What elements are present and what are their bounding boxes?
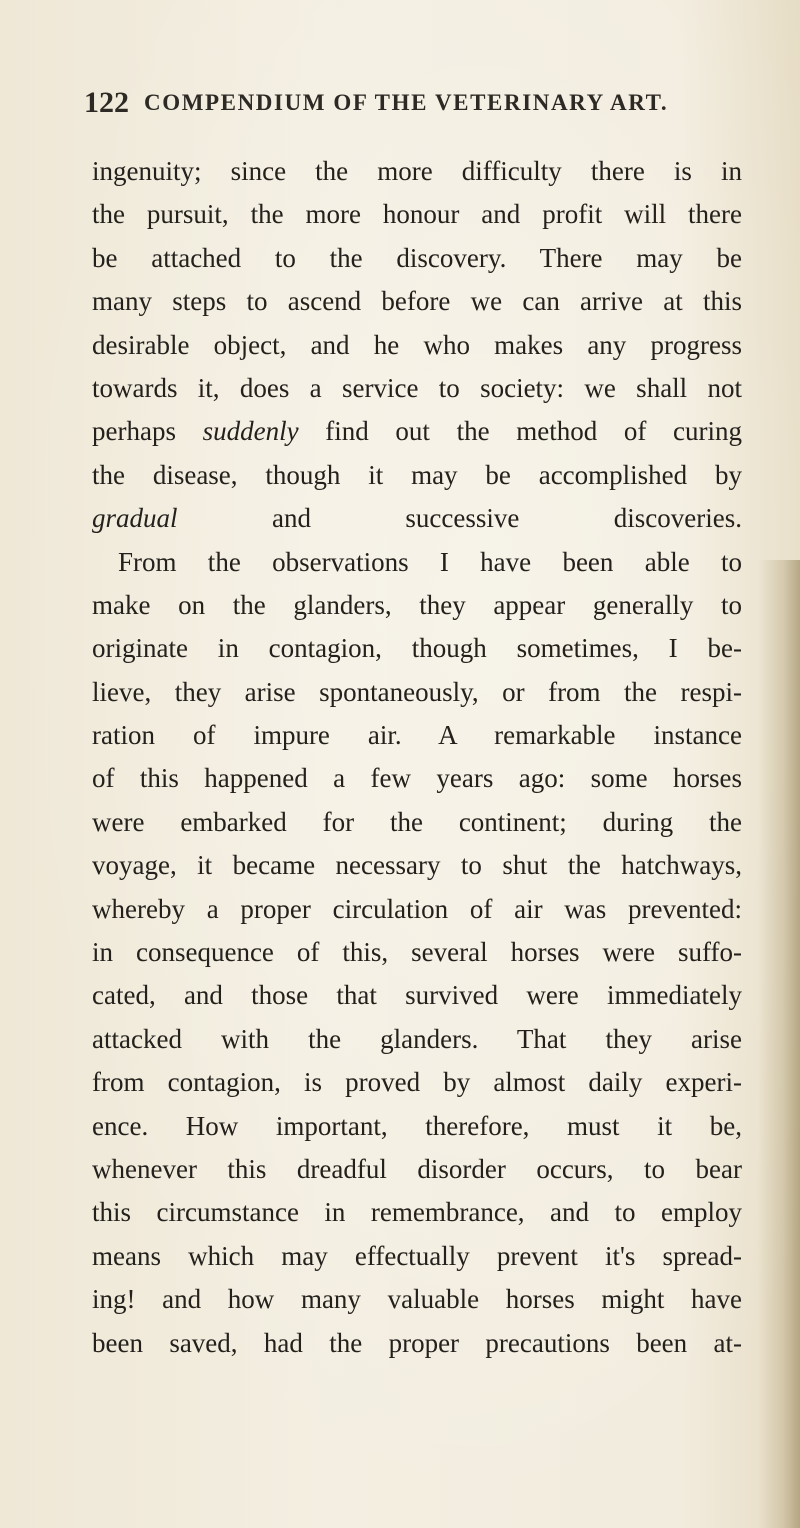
text-line: ing! and how many valuable horses might have [92, 1284, 742, 1315]
text-line: be attached to the discovery. There may be [92, 242, 742, 273]
text-line: voyage, it became necessary to shut the hatchways, [92, 850, 742, 881]
text-line: many steps to ascend before we can arrive at this [92, 286, 742, 317]
text-segment: and successive discoveries. [177, 503, 742, 534]
text-line: whereby a proper circulation of air was prevented: [92, 893, 742, 924]
text-line: ration of impure air. A remarkable instance [92, 720, 742, 751]
text-line: in consequence of this, several horses were suffo- [92, 937, 742, 968]
text-line: been saved, had the proper precautions been at- [92, 1327, 742, 1358]
text-line: originate in contagion, though sometimes, I be- [92, 633, 742, 664]
text-line: of this happened a few years ago: some horses [92, 763, 742, 794]
text-line: whenever this dreadful disorder occurs, to bear [92, 1153, 742, 1184]
italic-word: suddenly [202, 416, 299, 447]
text-line: ence. How important, therefore, must it be, [92, 1110, 742, 1141]
text-segment: find out the method of curing [298, 416, 742, 447]
text-line [92, 497, 742, 540]
italic-word: gradual [92, 503, 178, 534]
text-line: From the observations I have been able to [118, 546, 742, 577]
running-title: COMPENDIUM OF THE VETERINARY ART. [144, 90, 669, 115]
text-line: attacked with the glanders. That they arise [92, 1023, 742, 1054]
text-line: ingenuity; since the more difficulty there is in [92, 156, 742, 186]
text-line: desirable object, and he who makes any progress [92, 329, 742, 360]
text-line: cated, and those that survived were immediately [92, 980, 742, 1011]
text-line: means which may effectually prevent it's spread- [92, 1240, 742, 1271]
text-line: lieve, they arise spontaneously, or from the respi- [92, 676, 742, 707]
text-line [92, 410, 742, 453]
text-line: from contagion, is proved by almost daily experi- [92, 1067, 742, 1098]
text-line: make on the glanders, they appear generally to [92, 589, 742, 620]
text-line: the pursuit, the more honour and profit will there [92, 199, 742, 230]
text-line: towards it, does a service to society: we shall not [92, 372, 742, 403]
page-edge-shadow [758, 560, 800, 1528]
running-head [84, 86, 774, 136]
body-text [92, 150, 742, 1365]
page-number: 122 [84, 86, 129, 119]
text-line: this circumstance in remembrance, and to employ [92, 1197, 742, 1228]
text-line: the disease, though it may be accomplished by [92, 459, 742, 490]
text-line: were embarked for the continent; during the [92, 806, 742, 837]
text-segment: perhaps [92, 416, 203, 447]
